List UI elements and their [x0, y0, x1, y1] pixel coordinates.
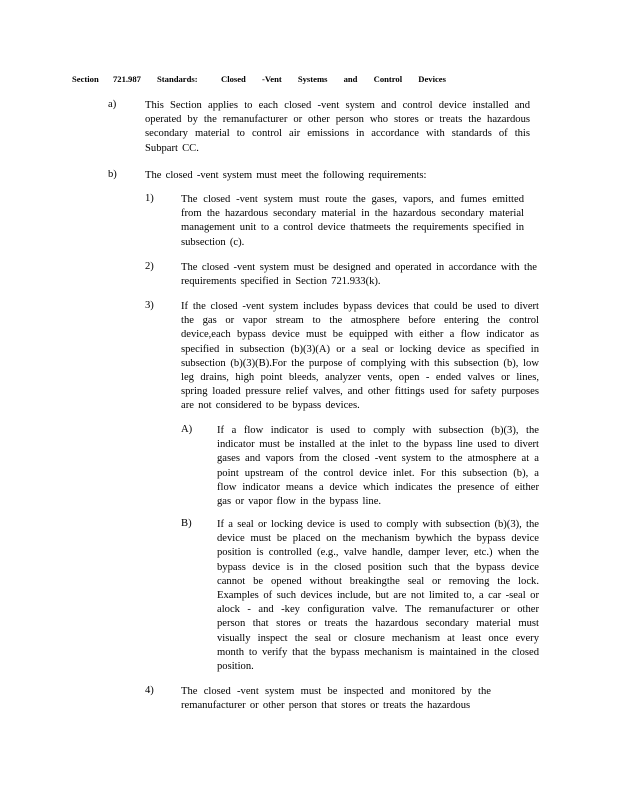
item-label-a: a) — [108, 99, 117, 110]
item-text-b3A: If a flow indicator is used to comply with subsection (b)(3), the indicator must be installed at the inlet to the bypass line used to divert gases and vapors from the closed -vent system to the atmosphere at a point upstream of the control device inlet. For this subsection (b), a flow indicator means a device which indicates the presence of either gas or vapor flow in the bypass line. — [217, 425, 539, 508]
item-label-b3A: A) — [181, 424, 193, 435]
item-text-b3B: If a seal or locking device is used to comply with subsection (b)(3), the device must be placed on the mechanism bywhich the bypass device position is controlled (e.g., valve handle, damper lever, etc.) when the bypass device is in the closed position such that the bypass device cannot be opened without breakingthe seal or removing the lock. Examples of such devices include, but are not limited to, a car -seal or alock - and -key configuration valve. The remanufacturer or other person that stores or treats the hazardous secondary material must visually inspect the seal or closure mechanism at least once every month to verify that the bypass mechanism is maintained in the closed position. — [217, 519, 539, 673]
item-label-b: b) — [108, 169, 117, 180]
section-number: 721.987 — [113, 74, 141, 84]
item-text-b4: The closed -vent system must be inspected and monitored by the remanufacturer or other person that stores or treats the hazardous — [181, 686, 491, 712]
item-text-b3: If the closed -vent system includes bypass devices that could be used to divert the gas or vapor stream to the atmosphere before entering the control device,each bypass device must be equipped with either a flow indicator as specified in subsection (b)(3)(A) or a seal or locking device as specified in subsection (b)(3)(B).For the purpose of complying with this subsection (b), low leg drains, high point bleeds, analyzer vents, open - ended valves or lines, spring loaded pressure relief valves, and other fittings used for safety purposes are not considered to be bypass devices. — [181, 301, 539, 412]
standards-label: Standards: — [157, 74, 198, 84]
item-text-b1: The closed -vent system must route the gases, vapors, and fumes emitted from the hazardous secondary material in the hazardous secondary material management unit to a control device thatmeets the requirements specified in subsection (c). — [181, 194, 524, 248]
item-text-b: The closed -vent system must meet the following requirements: — [145, 170, 427, 181]
item-label-b3: 3) — [145, 300, 154, 311]
item-label-b1: 1) — [145, 193, 154, 204]
item-label-b2: 2) — [145, 261, 154, 272]
item-text-a: This Section applies to each closed -vent system and control device installed and operated by the remanufacturer or other person who stores or treats the hazardous secondary material to control air emissions in accordance with standards of this Subpart CC. — [145, 100, 530, 154]
section-title: Closed -Vent Systems and Control Devices — [221, 74, 446, 84]
section-word: Section — [72, 74, 99, 84]
item-text-b2: The closed -vent system must be designed and operated in accordance with the requirements specified in Section 721.933(k). — [181, 262, 537, 288]
item-label-b3B: B) — [181, 518, 192, 529]
item-label-b4: 4) — [145, 685, 154, 696]
